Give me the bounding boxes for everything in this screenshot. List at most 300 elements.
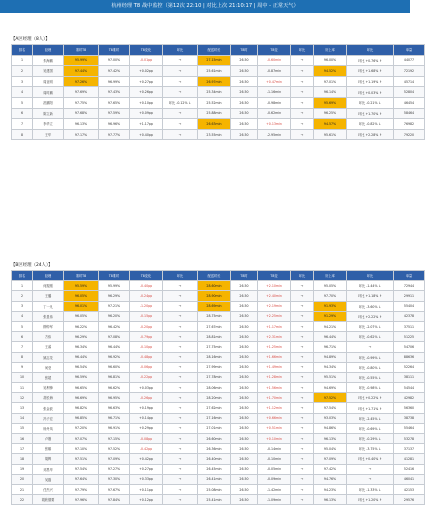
table-cell: 26.63min (198, 119, 231, 130)
table-cell: 97.70% (314, 291, 347, 301)
table-cell: 11 (12, 383, 33, 393)
table-cell: 96.44% (64, 352, 99, 362)
table-cell: 94.23% (314, 484, 347, 494)
table-cell: +1.49min (258, 362, 291, 372)
table-row[interactable] (12, 464, 425, 474)
table-cell: 97.52% (314, 393, 347, 403)
table-cell: -0.05min (258, 464, 291, 474)
table-cell: → (291, 76, 314, 87)
column-header[interactable]: 环比 (163, 45, 198, 56)
table-cell: 16 (12, 434, 33, 444)
section-a (11, 36, 415, 140)
table-cell: 26.50 (231, 97, 258, 108)
table-cell: 环比 -2.45% ↓ (347, 413, 394, 423)
column-header[interactable]: 准时T8 (64, 271, 99, 281)
table-cell: +0.27pp (130, 464, 163, 474)
table-header-row (12, 271, 425, 281)
table-cell: 6 (12, 108, 33, 119)
table-cell: → (163, 66, 198, 77)
table-row[interactable] (12, 301, 425, 311)
table-cell: 任杰兴 (33, 484, 64, 494)
table-cell: 37137 (394, 444, 425, 454)
table-cell: 12 (12, 393, 33, 403)
table-cell: 环比 +1.68% ↑ (347, 66, 394, 77)
table-cell: +2.40min (258, 291, 291, 301)
table-cell: 96.22% (64, 321, 99, 331)
table-cell: → (291, 97, 314, 108)
table-cell: → (163, 454, 198, 464)
table-cell: → (163, 291, 198, 301)
table-cell: 环比 -3.60% ↓ (347, 301, 394, 311)
table-cell: 53278 (394, 434, 425, 444)
table-cell: -1.42min (258, 484, 291, 494)
table-cell: +0.26pp (130, 87, 163, 98)
table-cell: → (347, 342, 394, 352)
table-cell: 97.69% (64, 87, 99, 98)
table-row[interactable] (12, 383, 425, 393)
table-cell: → (291, 372, 314, 382)
table-cell: → (291, 484, 314, 494)
table-cell: -0.15pp (130, 311, 163, 321)
table-cell: 2 (12, 291, 33, 301)
table-cell: 28.81min (198, 332, 231, 342)
table-cell: 26.50 (231, 413, 258, 423)
table-cell: 95.05% (314, 281, 347, 291)
table-cell: 91.93% (314, 301, 347, 311)
table-cell: 28.06min (198, 383, 231, 393)
table-cell: → (163, 332, 198, 342)
table-cell: +0.29pp (130, 423, 163, 433)
table-cell: 吴磊 (33, 474, 64, 484)
table-cell: 96.65% (64, 383, 99, 393)
table-cell: → (291, 332, 314, 342)
table-row[interactable] (12, 87, 425, 98)
table-cell: 26.50 (231, 352, 258, 362)
table-cell: +1.56min (258, 383, 291, 393)
table-cell: → (347, 464, 394, 474)
table-cell: +0.10min (258, 434, 291, 444)
table-cell: 26.60min (198, 434, 231, 444)
table-row[interactable] (12, 423, 425, 433)
column-header[interactable]: T8变 (258, 271, 291, 281)
table-cell: -0.10pp (130, 342, 163, 352)
table-cell: 环比 +0.76% ↑ (347, 55, 394, 66)
table-cell: → (163, 301, 198, 311)
table-cell: 29911 (394, 291, 425, 301)
table-cell: 8 (12, 129, 33, 140)
table-cell: 21 (12, 484, 33, 494)
column-header[interactable]: 排名 (12, 45, 33, 56)
table-cell: 96.99% (99, 76, 130, 87)
column-header[interactable]: 准时T8 (64, 45, 99, 56)
table-cell: 26.50 (231, 281, 258, 291)
table-cell: 26.50 (231, 87, 258, 98)
table-cell: 95.59% (64, 281, 99, 291)
table-cell: -0.20pp (130, 321, 163, 331)
table-cell: 28.90min (198, 291, 231, 301)
column-header[interactable]: 经理 (33, 271, 64, 281)
table-cell: 8 (12, 352, 33, 362)
table-cell: 柳仲军 (33, 321, 64, 331)
table-cell: 97.64% (64, 474, 99, 484)
table-cell: 97.10% (64, 444, 99, 454)
table-cell: 97.96% (64, 495, 99, 505)
table-cell: → (291, 108, 314, 119)
table-cell: 95.69% (314, 97, 347, 108)
table-cell: → (163, 129, 198, 140)
column-header[interactable]: T8时 (231, 45, 258, 56)
table-cell: → (163, 311, 198, 321)
table-cell: 79220 (394, 129, 425, 140)
table-cell: 37511 (394, 321, 425, 331)
table-cell: +0.14pp (130, 413, 163, 423)
table-cell: 环比 -1.44% ↓ (347, 281, 394, 291)
column-header[interactable]: 配送时长 (198, 45, 231, 56)
table-cell: +0.12pp (130, 495, 163, 505)
table-cell: → (291, 311, 314, 321)
table-cell: 97.17% (64, 129, 99, 140)
section-a-table (11, 44, 425, 140)
table-cell: 95.99% (64, 55, 99, 66)
table-cell: 97.67% (99, 484, 130, 494)
table-cell: 96.29% (99, 291, 130, 301)
table-cell: +1.70min (258, 393, 291, 403)
column-header[interactable]: 环比 (291, 45, 314, 56)
table-cell: 96.71% (314, 342, 347, 352)
table-cell: 13 (12, 403, 33, 413)
table-row[interactable] (12, 342, 425, 352)
table-cell: +0.09pp (130, 108, 163, 119)
table-cell: 26.50 (231, 66, 258, 77)
table-cell: 环比 +0.22% ↑ (347, 393, 394, 403)
column-header[interactable]: 单量 (394, 271, 425, 281)
table-cell: 25.08min (198, 484, 231, 494)
table-cell: -0.26pp (130, 393, 163, 403)
table-row[interactable] (12, 108, 425, 119)
column-header[interactable]: 好上率 (314, 271, 347, 281)
table-cell: 张金波 (33, 403, 64, 413)
table-cell: 9 (12, 362, 33, 372)
table-cell: → (163, 444, 198, 454)
column-header[interactable]: T8变化 (130, 45, 163, 56)
table-row[interactable] (12, 311, 425, 321)
table-cell: → (163, 393, 198, 403)
table-cell: 96.60% (99, 362, 130, 372)
table-row[interactable] (12, 119, 425, 130)
table-cell: 王华 (33, 129, 64, 140)
table-cell: → (291, 352, 314, 362)
table-cell: 96.71% (99, 413, 130, 423)
table-cell: 95.61% (314, 129, 347, 140)
table-cell: 2 (12, 66, 33, 77)
table-cell: +0.33pp (130, 474, 163, 484)
table-cell: 环比 -0.12% ↓ (163, 97, 198, 108)
table-cell: 26.50 (231, 291, 258, 301)
table-cell: 王璐 (33, 291, 64, 301)
table-cell: 96.59% (64, 372, 99, 382)
title-bar: 杭州经理 T8 战中监控（第12次 22:10 | 对比上次 21:10:17 | 周中 - 正常天气） (0, 0, 410, 13)
table-row[interactable] (12, 372, 425, 382)
table-cell: 环比 -0.82% ↓ (347, 119, 394, 130)
table-cell: 58464 (394, 108, 425, 119)
table-cell: → (163, 119, 198, 130)
table-cell: +0.47min (258, 76, 291, 87)
column-header[interactable]: 经理 (33, 45, 64, 56)
column-header[interactable]: T8时 (231, 271, 258, 281)
table-row[interactable] (12, 66, 425, 77)
table-cell: 26.50 (231, 484, 258, 494)
table-cell: 97.30% (99, 474, 130, 484)
table-cell: 27.16min (198, 413, 231, 423)
table-cell: 97.01% (314, 76, 347, 87)
table-cell: 96.29% (64, 332, 99, 342)
table-cell: 96.05% (64, 291, 99, 301)
table-cell: 26.50 (231, 321, 258, 331)
table-cell: 17 (12, 444, 33, 454)
table-cell: 46041 (394, 474, 425, 484)
table-row[interactable] (12, 352, 425, 362)
table-cell: → (163, 495, 198, 505)
column-header[interactable]: 配送时长 (198, 271, 231, 281)
table-cell: → (163, 413, 198, 423)
section-b-table (11, 270, 425, 505)
table-cell: +0.51min (258, 423, 291, 433)
table-cell: → (163, 352, 198, 362)
table-cell: -0.09min (258, 474, 291, 484)
table-cell: → (291, 383, 314, 393)
table-cell: 44077 (394, 55, 425, 66)
table-cell: → (163, 464, 198, 474)
table-cell: -0.79pp (130, 332, 163, 342)
table-cell: 环比 +1.19% ↑ (347, 76, 394, 87)
table-cell: 27.62min (198, 403, 231, 413)
column-header[interactable]: 环比 (347, 45, 394, 56)
table-cell: 1 (12, 281, 33, 291)
table-cell: 55464 (394, 423, 425, 433)
table-cell: 陈立新 (33, 108, 64, 119)
table-cell: +0.66min (258, 413, 291, 423)
table-cell: 6 (12, 332, 33, 342)
table-cell: 27.78min (198, 372, 231, 382)
table-cell: 25.52min (198, 97, 231, 108)
column-header[interactable]: T8变化 (130, 271, 163, 281)
table-row[interactable] (12, 281, 425, 291)
table-cell: 7 (12, 119, 33, 130)
table-cell: 45714 (394, 76, 425, 87)
table-row[interactable] (12, 332, 425, 342)
table-cell: → (291, 66, 314, 77)
column-header[interactable]: 环比 (163, 271, 198, 281)
table-cell: 96.34% (64, 342, 99, 352)
table-cell: → (291, 55, 314, 66)
table-cell: 96.13% (314, 495, 347, 505)
table-cell: 28.69min (198, 301, 231, 311)
table-cell: -2.95min (258, 129, 291, 140)
table-row[interactable] (12, 97, 425, 108)
table-cell: → (291, 129, 314, 140)
table-cell: 93.03% (314, 413, 347, 423)
table-cell: 76982 (394, 119, 425, 130)
table-row[interactable] (12, 129, 425, 140)
table-cell: 27.75min (198, 342, 231, 352)
table-cell: 96.85% (64, 413, 99, 423)
table-cell: 96.91% (99, 423, 130, 433)
column-header[interactable]: 好上率 (314, 45, 347, 56)
table-row[interactable] (12, 454, 425, 464)
table-cell: 周亚明 (33, 76, 64, 87)
table-row[interactable] (12, 413, 425, 423)
table-cell: 97.51% (64, 454, 99, 464)
table-cell: 42982 (394, 393, 425, 403)
table-row[interactable] (12, 434, 425, 444)
table-cell: +0.40pp (130, 129, 163, 140)
table-cell: 27.67min (198, 321, 231, 331)
column-header[interactable]: T8变 (258, 45, 291, 56)
table-cell: +0.42pp (130, 454, 163, 464)
table-cell: 96.95% (99, 393, 130, 403)
column-header[interactable]: 排名 (12, 271, 33, 281)
table-cell: 27.15min (198, 55, 231, 66)
table-cell: → (291, 291, 314, 301)
column-header[interactable]: 环比 (291, 271, 314, 281)
table-cell: 范鹏阳 (33, 97, 64, 108)
column-header[interactable]: 环比 (347, 271, 394, 281)
table-cell: 26.50 (231, 434, 258, 444)
table-cell: → (163, 87, 198, 98)
table-cell: 4 (12, 87, 33, 98)
table-cell: 96.69% (64, 393, 99, 403)
table-cell: 冯子宏 (33, 413, 64, 423)
table-cell: 张超 (33, 372, 64, 382)
table-cell: → (163, 342, 198, 352)
table-cell: → (291, 87, 314, 98)
table-cell: 10 (12, 372, 33, 382)
table-cell: 94.52% (314, 66, 347, 77)
table-cell: -1.09min (258, 495, 291, 505)
table-cell: 环比 -2.07% ↓ (347, 321, 394, 331)
table-cell: 96.01% (64, 301, 99, 311)
table-cell: -0.06pp (130, 362, 163, 372)
table-cell: 54706 (394, 342, 425, 352)
table-cell: 52264 (394, 362, 425, 372)
table-row[interactable] (12, 474, 425, 484)
table-cell: 张显伟 (33, 311, 64, 321)
table-cell: 27.01min (198, 423, 231, 433)
table-cell: 96.63% (99, 403, 130, 413)
table-row[interactable] (12, 55, 425, 66)
table-cell: 56360 (394, 403, 425, 413)
table-cell: 96.44% (314, 332, 347, 342)
table-cell: 96.96% (99, 119, 130, 130)
column-header[interactable]: 单量 (394, 45, 425, 56)
table-cell: → (291, 454, 314, 464)
table-cell: 97.27% (99, 464, 130, 474)
table-cell: 46454 (394, 97, 425, 108)
table-cell: 95.51% (314, 372, 347, 382)
table-cell: 邓思华 (33, 464, 64, 474)
table-cell: → (163, 321, 198, 331)
table-cell: 51225 (394, 332, 425, 342)
table-cell: → (291, 321, 314, 331)
table-cell: 26.50 (231, 119, 258, 130)
table-cell: 26.50 (231, 495, 258, 505)
table-cell: 54544 (394, 383, 425, 393)
table-cell: 96.00% (314, 55, 347, 66)
table-cell: 26.50 (231, 403, 258, 413)
table-cell: -0.60min (258, 55, 291, 66)
table-cell: +0.02pp (130, 66, 163, 77)
table-cell: 97.44% (64, 66, 99, 77)
table-cell: +1.25min (258, 342, 291, 352)
table-cell: 97.77% (99, 129, 130, 140)
table-cell: 胡欣德要 (33, 495, 64, 505)
table-row[interactable] (12, 321, 425, 331)
column-header[interactable]: T8准时 (99, 271, 130, 281)
table-row[interactable] (12, 76, 425, 87)
table-cell: 周时鹏 (33, 87, 64, 98)
table-cell: 96.25% (314, 108, 347, 119)
table-cell: 环比 -0.99% ↓ (347, 352, 394, 362)
table-cell: → (291, 474, 314, 484)
table-row[interactable] (12, 444, 425, 454)
table-cell: 96.20% (99, 311, 130, 321)
table-header-row (12, 45, 425, 56)
table-cell: -0.08pp (130, 434, 163, 444)
table-cell: 41281 (394, 454, 425, 464)
table-cell: 97.79% (64, 484, 99, 494)
table-cell: 42153 (394, 484, 425, 494)
table-cell: 94.89% (314, 352, 347, 362)
table-cell: 97.68% (64, 108, 99, 119)
table-cell: 何莹 (33, 362, 64, 372)
table-cell: 94.69% (314, 383, 347, 393)
table-cell: 张娜 (33, 444, 64, 454)
column-header[interactable]: T8准时 (99, 45, 130, 56)
table-cell: → (163, 403, 198, 413)
table-row[interactable] (12, 403, 425, 413)
table-cell: → (291, 393, 314, 403)
table-row[interactable] (12, 291, 425, 301)
table-cell: +2.25min (258, 311, 291, 321)
table-cell: 环比 -0.29% ↓ (347, 434, 394, 444)
table-cell: -1.20pp (130, 301, 163, 311)
table-cell: 25.61min (198, 66, 231, 77)
table-cell: 环比 +2.22% ↑ (347, 311, 394, 321)
table-cell: -0.42pp (130, 444, 163, 454)
table-cell: 26.45min (198, 464, 231, 474)
table-cell: +0.10pp (130, 97, 163, 108)
table-cell: 29576 (394, 495, 425, 505)
table-cell: 环比 -0.62% ↓ (347, 332, 394, 342)
table-cell: 3 (12, 301, 33, 311)
table-row[interactable] (12, 484, 425, 494)
table-cell: 42378 (394, 311, 425, 321)
table-cell: 97.65% (99, 97, 130, 108)
table-cell: -0.40pp (130, 281, 163, 291)
table-cell: 23.55min (198, 129, 231, 140)
table-row[interactable] (12, 362, 425, 372)
table-cell: 环比 +1.18% ↑ (347, 291, 394, 301)
table-cell: 26.50 (231, 76, 258, 87)
table-cell: 环比 +1.70% ↑ (347, 108, 394, 119)
table-cell: 91.29% (314, 311, 347, 321)
table-row[interactable] (12, 495, 425, 505)
table-cell: → (291, 444, 314, 454)
table-row[interactable] (12, 393, 425, 403)
table-cell: 环比 +1.20% ↑ (347, 495, 394, 505)
table-cell: 何振刚 (33, 281, 64, 291)
table-cell: 52804 (394, 87, 425, 98)
